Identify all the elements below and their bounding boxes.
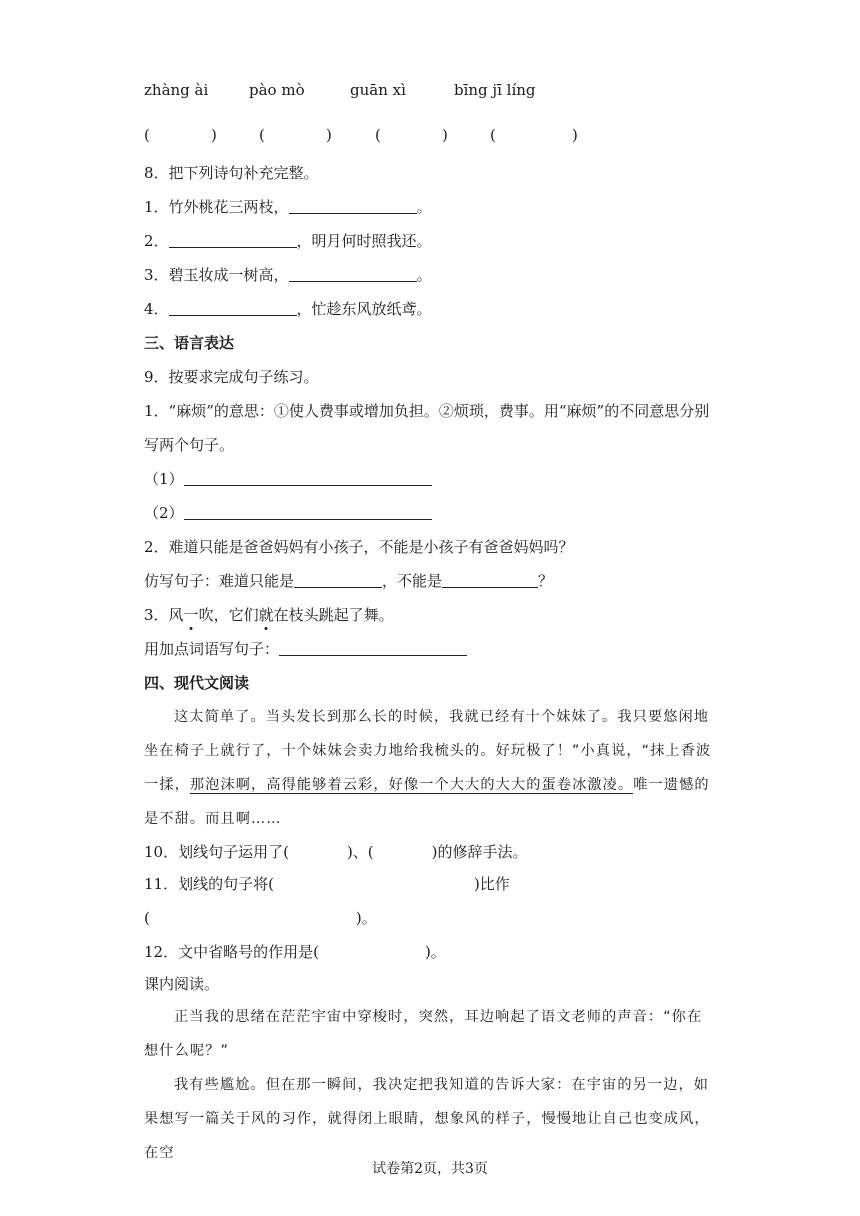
pinyin-row <box>144 80 744 100</box>
section-3-heading: 三、语言表达 <box>144 334 235 352</box>
answer-blank[interactable] <box>294 572 382 588</box>
poem-line-3: 3．碧玉妆成一树高， 。 <box>144 266 432 284</box>
question-11-cont: ( )。 <box>144 909 377 927</box>
reading-passage-2: 正当我的思绪在茫茫宇宙中穿梭时，突然，耳边响起了语文老师的声音：“你在想什么呢？” <box>144 1009 703 1059</box>
paren-close: ) <box>442 126 448 144</box>
pinyin-answer-row <box>144 125 744 145</box>
question-12: 12．文中省略号的作用是( )。 <box>144 943 446 961</box>
pinyin-4: bīng jī líng <box>454 81 536 99</box>
answer-blank[interactable] <box>169 232 297 248</box>
poem-line-1: 1．竹外桃花三两枝， 。 <box>144 198 432 216</box>
paren-open: ( <box>259 126 265 144</box>
answer-blank[interactable] <box>442 572 538 588</box>
dotted-word: 就 <box>258 606 274 624</box>
poem-line-4: 4． ，忙趁东风放纸鸢。 <box>144 300 432 318</box>
dotted-word-sentence: 用加点词语写句子： <box>144 639 467 659</box>
answer-line-1: （1） <box>144 469 432 489</box>
paren-open: ( <box>144 126 150 144</box>
answer-blank[interactable] <box>289 198 417 214</box>
question-9-item-2: 2．难道只能是爸爸妈妈有小孩子，不能是小孩子有爸爸妈妈吗？ <box>144 538 574 556</box>
answer-line-2: （2） <box>144 503 432 523</box>
answer-blank[interactable] <box>184 504 432 520</box>
reading-passage-2b: 我有些尴尬。但在那一瞬间，我决定把我知道的告诉大家：在宇宙的另一边，如果想写一篇关于风的习作，就得闭上眼睛，想象风的样子，慢慢地让自己也变成风，在空 <box>144 1077 710 1161</box>
paren-close: ) <box>572 126 578 144</box>
question-9-item-1-cont: 写两个句子。 <box>144 436 235 454</box>
section-4-heading: 四、现代文阅读 <box>144 674 250 692</box>
pinyin-3: guān xì <box>350 81 406 99</box>
poem-line-2: 2． ，明月何时照我还。 <box>144 232 432 250</box>
pinyin-2: pào mò <box>249 81 305 99</box>
reading-passage-1: 这太简单了。当头发长到那么长的时候，我就已经有十个妹妹了。我只要悠闲地坐在椅子上就行了，十个妹妹会卖力地给我梳头的。好玩极了！”小真说，“抹上香波一揉，那泡沫啊，高得能够着云彩，好像一个大大的大大的蛋卷冰激凌。唯一遗憾的是不甜。而且啊…… <box>144 709 712 827</box>
question-9-title: 9．按要求完成句子练习。 <box>144 368 319 386</box>
answer-blank[interactable] <box>279 640 467 656</box>
question-9-item-3: 3．风一吹，它们就在枝头跳起了舞。 <box>144 606 394 624</box>
paren-open: ( <box>375 126 381 144</box>
question-11: 11．划线的句子将( )比作 <box>144 875 510 893</box>
answer-blank[interactable] <box>289 266 417 282</box>
question-9-item-1: 1．“麻烦”的意思：①使人费事或增加负担。②烦琐，费事。用“麻烦”的不同意思分别 <box>144 402 710 420</box>
page-footer: 试卷第2页，共3页 <box>372 1161 488 1177</box>
pinyin-1: zhàng ài <box>144 81 209 99</box>
paren-close: ) <box>326 126 332 144</box>
answer-blank[interactable] <box>169 300 297 316</box>
paren-close: ) <box>211 126 217 144</box>
dotted-word: 一 <box>183 606 199 624</box>
answer-blank[interactable] <box>184 470 432 486</box>
paren-open: ( <box>490 126 496 144</box>
imitate-sentence: 仿写句子：难道只能是 ，不能是 ？ <box>144 572 554 590</box>
in-class-reading-label: 课内阅读。 <box>144 975 220 993</box>
question-10: 10．划线句子运用了( )、( )的修辞手法。 <box>144 843 528 861</box>
underlined-sentence: 那泡沫啊，高得能够着云彩，好像一个大大的大大的蛋卷冰激凌。 <box>189 777 634 793</box>
question-8-title: 8．把下列诗句补充完整。 <box>144 164 319 182</box>
